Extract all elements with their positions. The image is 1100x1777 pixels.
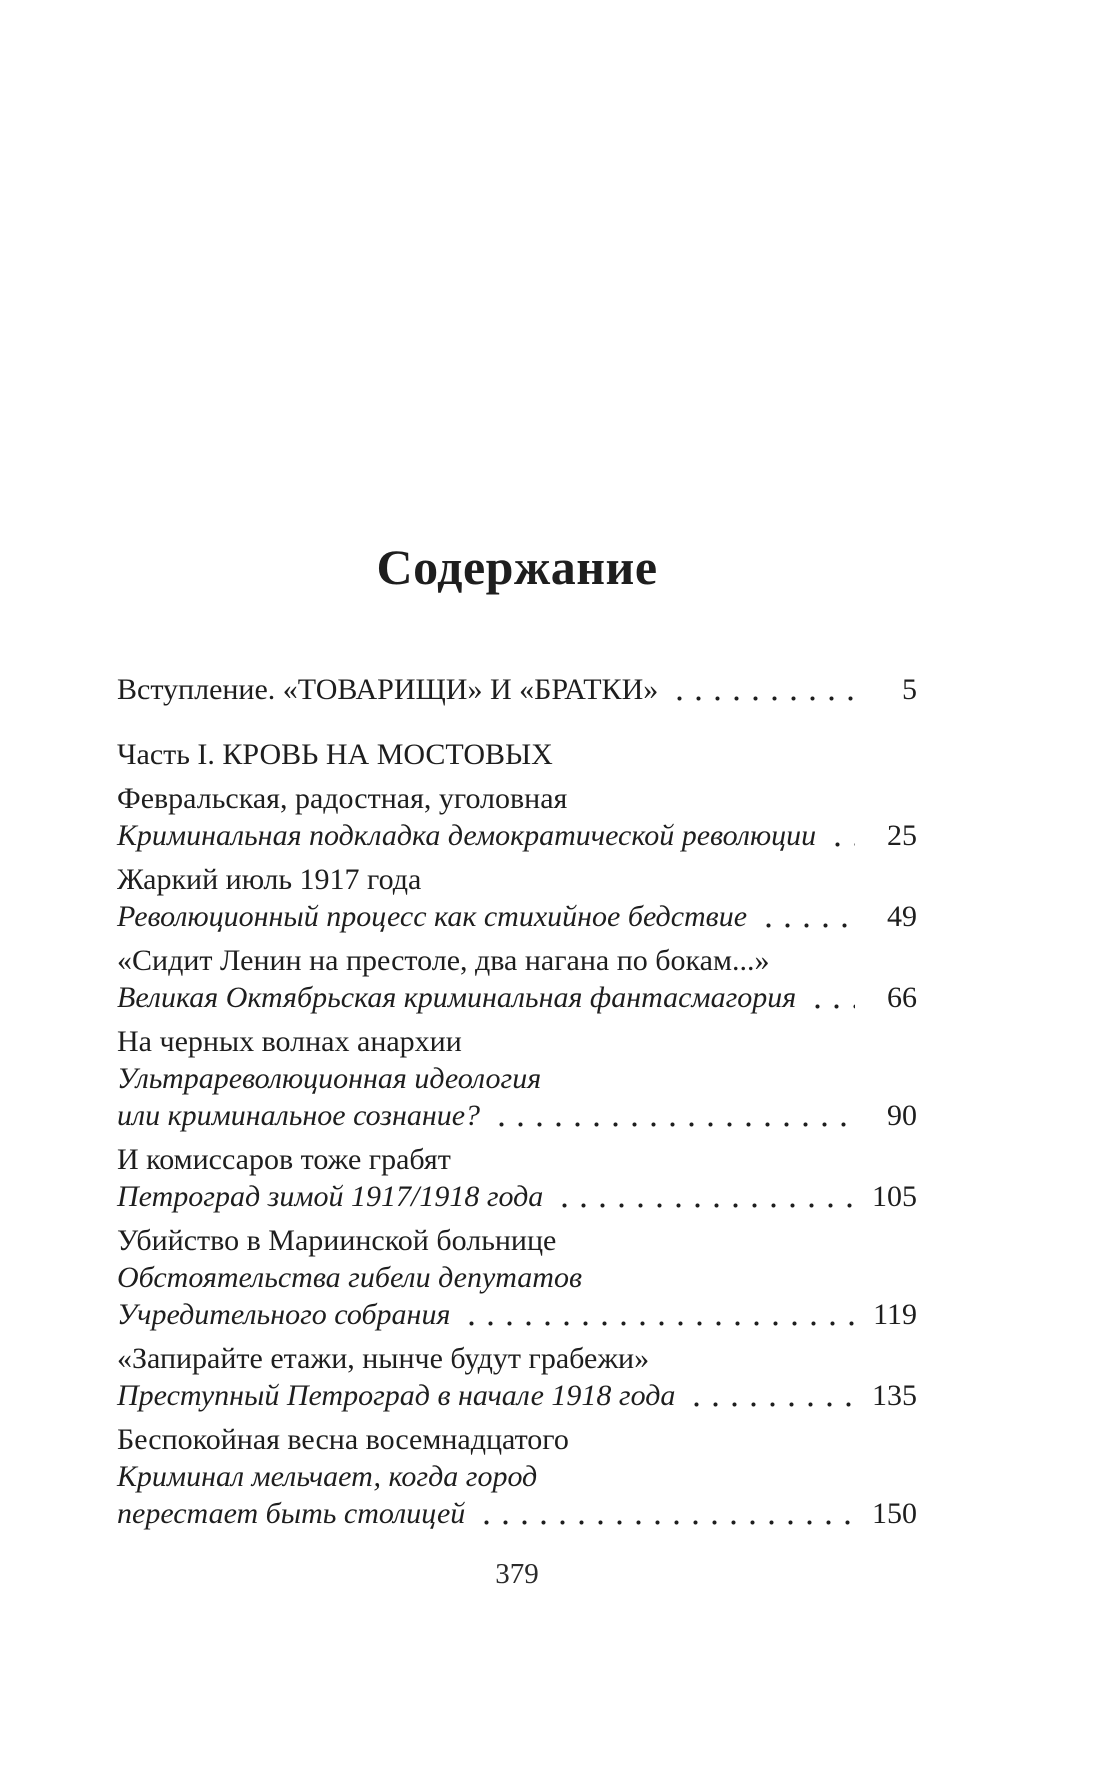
toc-line [117,1340,917,1377]
toc-line [117,1097,917,1134]
toc-title-text: Беспокойная весна восемнадцатого [117,1423,569,1456]
toc-line [117,1141,917,1178]
toc-entry [117,1141,917,1215]
toc-line [117,898,917,935]
toc-subtitle-text: перестает быть столицей [117,1497,466,1530]
toc-line [117,736,917,773]
toc-line [117,1458,917,1495]
toc-entry [117,1421,917,1532]
toc-subtitle-text: Криминальная подкладка демократической революции [117,819,817,852]
toc-entry [117,1023,917,1134]
toc-page-number: 25 [887,819,917,852]
toc-subtitle-text: Учредительного собрания [117,1298,451,1331]
toc-subtitle-text: Революционный процесс как стихийное бедствие [117,900,748,933]
toc-title-text: На черных волнах анархии [117,1025,462,1058]
toc-title-text: И комиссаров тоже грабят [117,1143,451,1176]
toc-entry [117,780,917,854]
toc-entry [117,671,917,708]
toc-line [117,1296,917,1333]
toc-page-number: 105 [872,1180,917,1213]
toc-line [117,1178,917,1215]
toc-page-number: 66 [887,981,917,1014]
toc-line [117,1377,917,1414]
toc-part-heading [117,736,917,773]
toc-page-number: 49 [887,900,917,933]
toc-title-text: Часть I. КРОВЬ НА МОСТОВЫХ [117,738,553,771]
toc-subtitle-text: Обстоятельства гибели депутатов [117,1261,582,1294]
toc-line [117,1495,917,1532]
toc-line [117,817,917,854]
toc-line [117,671,917,708]
toc-line [117,1421,917,1458]
toc-line [117,1259,917,1296]
page-title: Содержание [376,539,658,595]
folio-page-number: 379 [495,1558,539,1590]
dot-leader [670,671,855,708]
toc-page-number: 135 [872,1379,917,1412]
toc-line [117,942,917,979]
dot-leader [492,1097,855,1134]
toc-subtitle-text: Великая Октябрьская криминальная фантасмагория [117,981,797,1014]
toc-line [117,780,917,817]
toc-line [117,979,917,1016]
dot-leader [555,1178,855,1215]
toc-line [117,1222,917,1259]
toc-entry [117,861,917,935]
toc-title-text: Февральская, радостная, уголовная [117,782,568,815]
toc-subtitle-text: Петроград зимой 1917/1918 года [117,1180,544,1213]
dot-leader [808,979,855,1016]
toc-subtitle-text: Криминал мельчает, когда город [117,1460,538,1493]
toc-page-number: 150 [872,1497,917,1530]
toc-subtitle-text: Ультрареволюционная идеология [117,1062,542,1095]
table-of-contents [117,671,917,1532]
toc-title-text: «Запирайте етажи, нынче будут грабежи» [117,1342,650,1375]
toc-line [117,1060,917,1097]
toc-entry [117,1340,917,1414]
dot-leader [759,898,855,935]
dot-leader [828,817,855,854]
toc-subtitle-text: Преступный Петроград в начале 1918 года [117,1379,676,1412]
toc-page-number: 90 [887,1099,917,1132]
toc-page-number: 119 [873,1298,917,1331]
toc-title-text: Убийство в Мариинской больнице [117,1224,557,1257]
dot-leader [462,1296,855,1333]
toc-page-number: 5 [902,673,917,706]
toc-title-text: Жаркий июль 1917 года [117,863,422,896]
toc-entry [117,1222,917,1333]
toc-line [117,861,917,898]
toc-title-text: Вступление. «ТОВАРИЩИ» И «БРАТКИ» [117,673,659,706]
toc-entry [117,942,917,1016]
toc-line [117,1023,917,1060]
toc-subtitle-text: или криминальное сознание? [117,1099,481,1132]
dot-leader [477,1495,855,1532]
dot-leader [687,1377,855,1414]
toc-title-text: «Сидит Ленин на престоле, два нагана по бокам...» [117,944,770,977]
